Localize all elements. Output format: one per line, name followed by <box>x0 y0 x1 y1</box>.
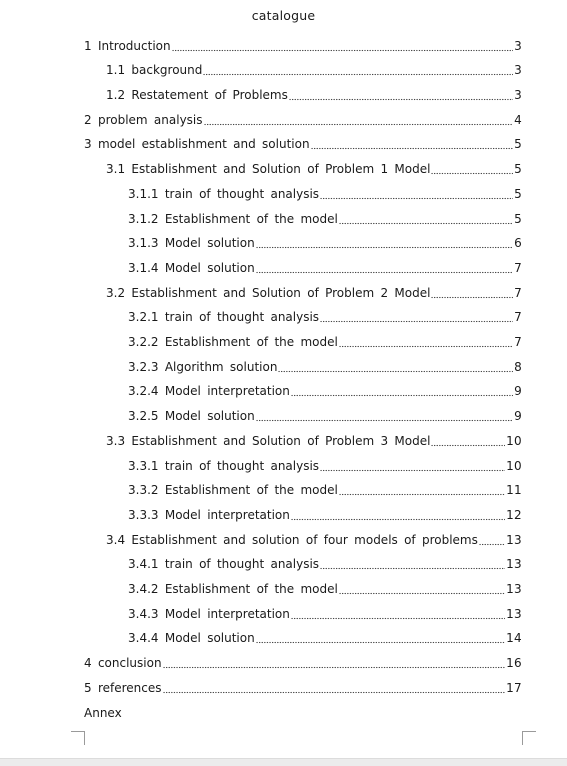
toc-entry-page-number: 16 <box>506 656 522 671</box>
toc-entry[interactable] <box>128 573 522 598</box>
toc-entry-label: 3.2.3 Algorithm solution <box>128 359 278 374</box>
toc-entry-label: 3.2.4 Model interpretation <box>128 384 290 399</box>
toc-entry-label: 3.2.1 train of thought analysis <box>128 310 320 325</box>
toc-entry[interactable] <box>128 351 522 376</box>
toc-entry-page-number: 9 <box>514 409 522 424</box>
toc-dot-leader <box>256 260 513 276</box>
toc-entry-label: 3.2 Establishment and Solution of Problem 2 Model <box>106 285 431 300</box>
toc-dot-leader <box>291 606 505 622</box>
toc-dot-leader <box>320 458 505 474</box>
toc-entry[interactable] <box>84 129 522 154</box>
toc-dot-leader <box>256 630 505 646</box>
toc-entry[interactable] <box>128 475 522 500</box>
toc-entry[interactable] <box>128 252 522 277</box>
toc-dot-leader <box>320 186 513 202</box>
toc-entry-page-number: 11 <box>506 483 522 498</box>
toc-entry[interactable] <box>128 302 522 327</box>
page-corner-mark-left <box>71 731 85 745</box>
toc-dot-leader <box>291 507 505 523</box>
toc-entry-label: 3.4 Establishment and solution of four models of problems <box>106 532 478 547</box>
toc-entry-label: 3.1.4 Model solution <box>128 260 255 275</box>
toc-entry[interactable] <box>106 277 522 302</box>
toc-entry-page-number: 5 <box>514 186 522 201</box>
toc-dot-leader <box>320 309 513 325</box>
toc-dot-leader <box>431 161 513 177</box>
toc-entry-page-number: 7 <box>514 260 522 275</box>
toc-entry-label: 4 conclusion <box>84 656 162 671</box>
toc-dot-leader <box>320 556 505 572</box>
toc-dot-leader <box>289 87 513 103</box>
toc-entry-page-number: 8 <box>514 359 522 374</box>
toc-entry[interactable] <box>84 30 522 55</box>
toc-entry-label: 3.2.2 Establishment of the model <box>128 335 338 350</box>
toc-dot-leader <box>204 112 514 128</box>
toc-dot-leader <box>291 383 513 399</box>
toc-entry-page-number: 10 <box>506 433 522 448</box>
toc-dot-leader <box>339 482 505 498</box>
toc-dot-leader <box>203 62 513 78</box>
toc-entry[interactable] <box>128 450 522 475</box>
toc-entry-label: 3.1.3 Model solution <box>128 236 255 251</box>
toc-dot-leader <box>256 235 513 251</box>
toc-entry-page-number: 13 <box>506 582 522 597</box>
toc-entry-label: 3.3.3 Model interpretation <box>128 507 290 522</box>
toc-entry[interactable] <box>128 598 522 623</box>
toc-entry-page-number: 13 <box>506 532 522 547</box>
toc-dot-leader <box>339 581 505 597</box>
toc-entry-label: 1 Introduction <box>84 38 171 53</box>
toc-entry-page-number: 13 <box>506 557 522 572</box>
toc-entry-label: 3.2.5 Model solution <box>128 409 255 424</box>
toc-entry[interactable] <box>106 154 522 179</box>
toc-entry-label: 3.3.1 train of thought analysis <box>128 458 320 473</box>
toc-entry[interactable] <box>128 376 522 401</box>
toc-entry-page-number: 6 <box>514 236 522 251</box>
toc-entry-page-number: 7 <box>514 335 522 350</box>
toc-dot-leader <box>163 680 506 696</box>
toc-dot-leader <box>172 38 513 54</box>
toc-entry-page-number: 7 <box>514 285 522 300</box>
toc-title: catalogue <box>251 8 316 23</box>
toc-entry[interactable] <box>128 178 522 203</box>
toc-entry-page-number: 3 <box>514 88 522 103</box>
toc-dot-leader <box>339 334 513 350</box>
toc-entry-label: 3.3.2 Establishment of the model <box>128 483 338 498</box>
toc-entry-page-number: 5 <box>514 162 522 177</box>
toc-entry[interactable] <box>128 549 522 574</box>
toc-entry-label: 2 problem analysis <box>84 112 203 127</box>
toc-annex-label: Annex <box>84 705 122 720</box>
toc-entry[interactable] <box>84 648 522 673</box>
toc-entry[interactable] <box>106 79 522 104</box>
page-corner-mark-right <box>522 731 536 745</box>
toc-dot-leader <box>339 211 513 227</box>
toc-entry[interactable] <box>128 228 522 253</box>
toc-entry-page-number: 13 <box>506 606 522 621</box>
toc-entry[interactable] <box>128 326 522 351</box>
toc-entry-label: 3.1.2 Establishment of the model <box>128 211 338 226</box>
toc-entry[interactable] <box>106 55 522 80</box>
toc-entry-label: 5 references <box>84 680 162 695</box>
toc-entry-label: 3.4.4 Model solution <box>128 631 255 646</box>
toc-entry[interactable] <box>106 425 522 450</box>
toc-entry-page-number: 7 <box>514 310 522 325</box>
toc-entry[interactable] <box>128 401 522 426</box>
toc-entry[interactable] <box>84 672 522 697</box>
toc-entry-page-number: 10 <box>506 458 522 473</box>
toc-entry[interactable] <box>128 499 522 524</box>
toc-entry-label: 3.3 Establishment and Solution of Problem 3 Model <box>106 433 431 448</box>
toc-entry-label: 3.4.1 train of thought analysis <box>128 557 320 572</box>
toc-entry-page-number: 12 <box>506 507 522 522</box>
toc-entry-page-number: 14 <box>506 631 522 646</box>
toc-entry-label: 3.1 Establishment and Solution of Problem 1 Model <box>106 162 431 177</box>
toc-entry-label: 1.2 Restatement of Problems <box>106 88 288 103</box>
toc-entry-page-number: 3 <box>514 38 522 53</box>
toc-entry-label: 3 model establishment and solution <box>84 137 310 152</box>
toc-entry-page-number: 4 <box>514 112 522 127</box>
toc-entry[interactable] <box>128 203 522 228</box>
toc-entry[interactable] <box>128 623 522 648</box>
toc-entry-label: 3.4.2 Establishment of the model <box>128 582 338 597</box>
toc-entry-label: 3.4.3 Model interpretation <box>128 606 290 621</box>
toc-dot-leader <box>311 136 513 152</box>
toc-dot-leader <box>431 433 505 449</box>
toc-dot-leader <box>278 359 513 375</box>
toc-entry-label: 1.1 background <box>106 63 203 78</box>
toc-dot-leader <box>163 655 506 671</box>
toc-entry-label: 3.1.1 train of thought analysis <box>128 186 320 201</box>
toc-entry-page-number: 5 <box>514 211 522 226</box>
toc-dot-leader <box>256 408 513 424</box>
toc-dot-leader <box>431 285 513 301</box>
toc-entry-page-number: 17 <box>506 680 522 695</box>
toc-entry-page-number: 5 <box>514 137 522 152</box>
toc-entry-page-number: 3 <box>514 63 522 78</box>
toc-dot-leader <box>479 532 505 548</box>
toc-entry[interactable] <box>84 104 522 129</box>
toc-entry-page-number: 9 <box>514 384 522 399</box>
toc-entry[interactable] <box>106 524 522 549</box>
